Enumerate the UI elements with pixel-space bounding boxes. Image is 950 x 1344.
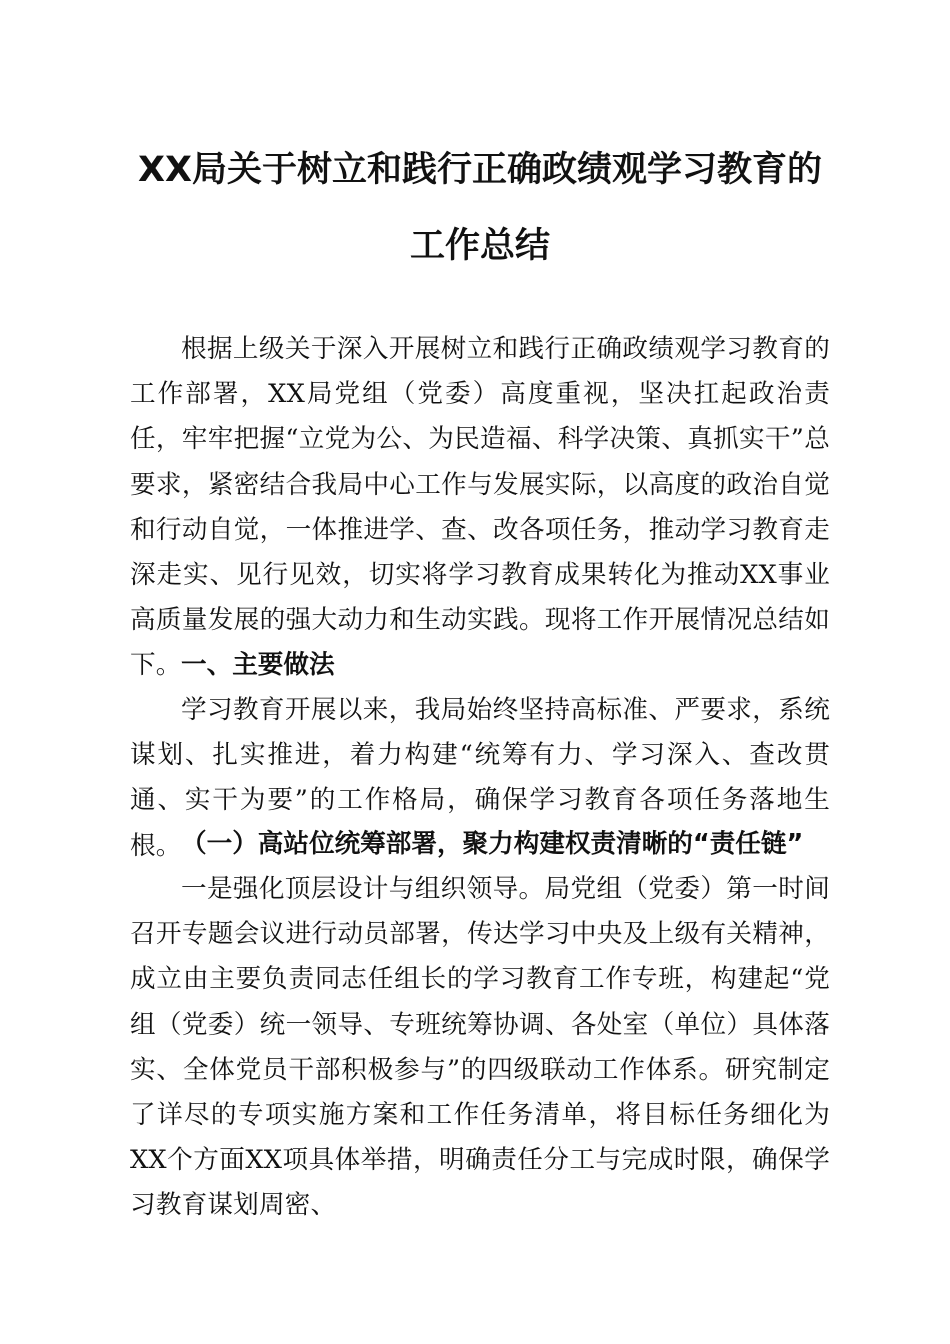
subsection-paragraph: 一是强化顶层设计与组织领导。局党组（党委）第一时间召开专题会议进行动员部署，传达学习中央及上级有关精神，成立由主要负责同志任组长的学习教育工作专班，构建起“党组（党委）统一领导、专班统筹协调、各处室（单位）具体落实、全体党员干部积极参与”的四级联动工作体系。研究制定了详尽的专项实施方案和工作任务清单，将目标任务细化为XX个方面XX项具体举措，明确责任分工与完成时限，确保学习教育谋划周密、 [130,874,830,1221]
section-heading-main-practices: 一、主要做法 [181,650,335,680]
intro-paragraph: 根据上级关于深入开展树立和践行正确政绩观学习教育的工作部署，XX局党组（党委）高度重视，坚决扛起政治责任，牢牢把握“立党为公、为民造福、科学决策、真抓实干”总要求，紧密结合我局中心工作与发展实际，以高度的政治自觉和行动自觉，一体推进学、查、改各项任务，推动学习教育走深走实、见行见效，切实将学习教育成果转化为推动XX事业高质量发展的强大动力和生动实践。现将工作开展情况总结如下。 [130,334,830,681]
document-title-line-1: XX局关于树立和践行正确政绩观学习教育的 [138,150,822,190]
section-paragraph: 学习教育开展以来，我局始终坚持高标准、严要求，系统谋划、扎实推进，着力构建“统筹有力、学习深入、查改贯通、实干为要”的工作格局，确保学习教育各项任务落地生根。 [130,695,830,861]
subsection-heading: （一）高站位统筹部署，聚力构建权责清晰的“责任链” [181,829,804,859]
document-title-line-2: 工作总结 [409,226,550,266]
